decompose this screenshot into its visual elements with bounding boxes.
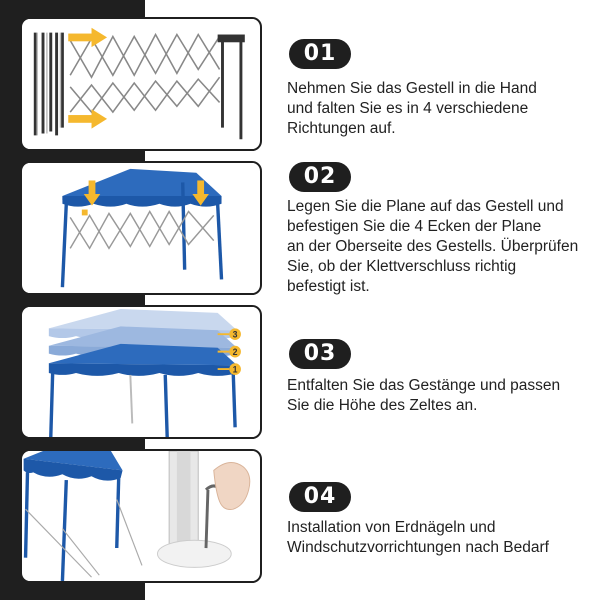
step-4-image	[20, 449, 262, 583]
step-2-line-3: an der Oberseite des Gestells. Überprüfen	[287, 238, 579, 255]
step-4-line-1: Installation von Erdnägeln und	[287, 519, 496, 536]
step-4-description	[287, 518, 587, 558]
step-1-description	[287, 79, 587, 139]
svg-text:3: 3	[232, 329, 238, 340]
step-3-image	[20, 305, 262, 439]
step-2-line-2: befestigen Sie die 4 Ecken der Plane	[287, 218, 542, 235]
step-2-line-1: Legen Sie die Plane auf das Gestell und	[287, 198, 564, 215]
step-3-description	[287, 376, 587, 416]
step-1-line-2: und falten Sie es in 4 verschiedene	[287, 100, 529, 117]
step-2-description	[287, 197, 587, 297]
step-1-line-1: Nehmen Sie das Gestell in die Hand	[287, 80, 537, 97]
step-3-line-1: Entfalten Sie das Gestänge und passen	[287, 377, 561, 394]
svg-text:2: 2	[232, 347, 238, 358]
step-1-number-badge: 01	[289, 39, 351, 69]
step-3-line-2: Sie die Höhe des Zeltes an.	[287, 397, 478, 414]
step-2-number-badge: 02	[289, 162, 351, 192]
step-4-line-2: Windschutzvorrichtungen nach Bedarf	[287, 539, 549, 556]
step-2-line-5: befestigt ist.	[287, 278, 370, 295]
step-1-line-3: Richtungen auf.	[287, 120, 396, 137]
step-2-line-4: Sie, ob der Klettverschluss richtig	[287, 258, 517, 275]
svg-text:1: 1	[232, 364, 238, 375]
step-3-number-badge: 03	[289, 339, 351, 369]
step-1-image	[20, 17, 262, 151]
step-4-number-badge: 04	[289, 482, 351, 512]
step-2-image	[20, 161, 262, 295]
